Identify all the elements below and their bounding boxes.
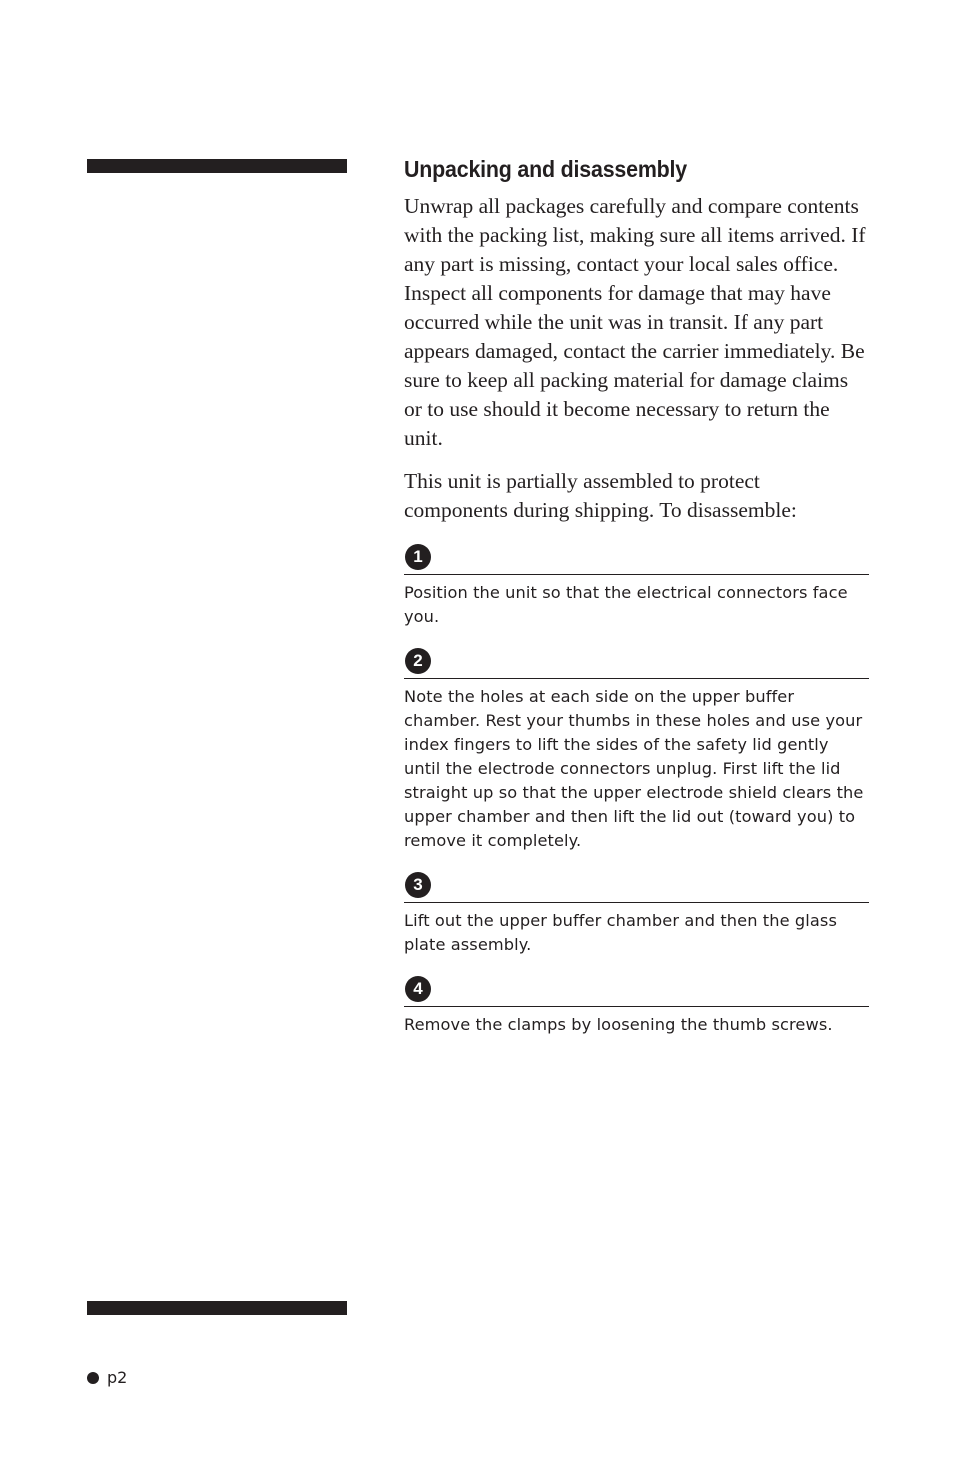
- step-4-number-badge: 4: [405, 976, 431, 1002]
- step-2-number-badge: 2: [405, 648, 431, 674]
- bottom-rule-bar: [87, 1301, 347, 1315]
- page-footer: [87, 1367, 127, 1389]
- step-1: [404, 541, 869, 629]
- bullet-dot-icon: [87, 1372, 99, 1384]
- step-3-text: Lift out the upper buffer chamber and then the glass plate assembly.: [404, 911, 837, 954]
- section-heading: Unpacking and disassembly: [404, 156, 688, 182]
- main-content: [404, 154, 869, 1037]
- step-3: [404, 869, 869, 957]
- top-rule-bar: [87, 159, 347, 173]
- step-1-text: Position the unit so that the electrical connectors face you.: [404, 583, 848, 626]
- step-1-header: [404, 541, 869, 575]
- step-1-number-badge: 1: [405, 544, 431, 570]
- step-2-text: Note the holes at each side on the upper buffer chamber. Rest your thumbs in these holes and use your index fingers to lift the sides of the safety lid gently until the electrode connectors unplug. First lift the lid straight up so that the upper electrode shield clears the upper chamber and then lift the lid out (toward you) to remove it completely.: [404, 687, 864, 850]
- disassemble-lead-paragraph: This unit is partially assembled to protect components during shipping. To disassemble:: [404, 469, 797, 522]
- step-3-number-badge: 3: [405, 872, 431, 898]
- step-2: [404, 645, 869, 853]
- step-2-header: [404, 645, 869, 679]
- step-4-text: Remove the clamps by loosening the thumb screws.: [404, 1015, 833, 1034]
- page-number: p2: [107, 1368, 128, 1387]
- step-4: [404, 973, 869, 1037]
- step-4-header: [404, 973, 869, 1007]
- step-3-header: [404, 869, 869, 903]
- intro-paragraph: Unwrap all packages carefully and compare contents with the packing list, making sure all items arrived. If any part is missing, contact your local sales office. Inspect all components for damage that may have occurred while the unit was in transit. If any part appears damaged, contact the carrier immediately. Be sure to keep all packing material for damage claims or to use should it become necessary to return the unit.: [404, 194, 866, 450]
